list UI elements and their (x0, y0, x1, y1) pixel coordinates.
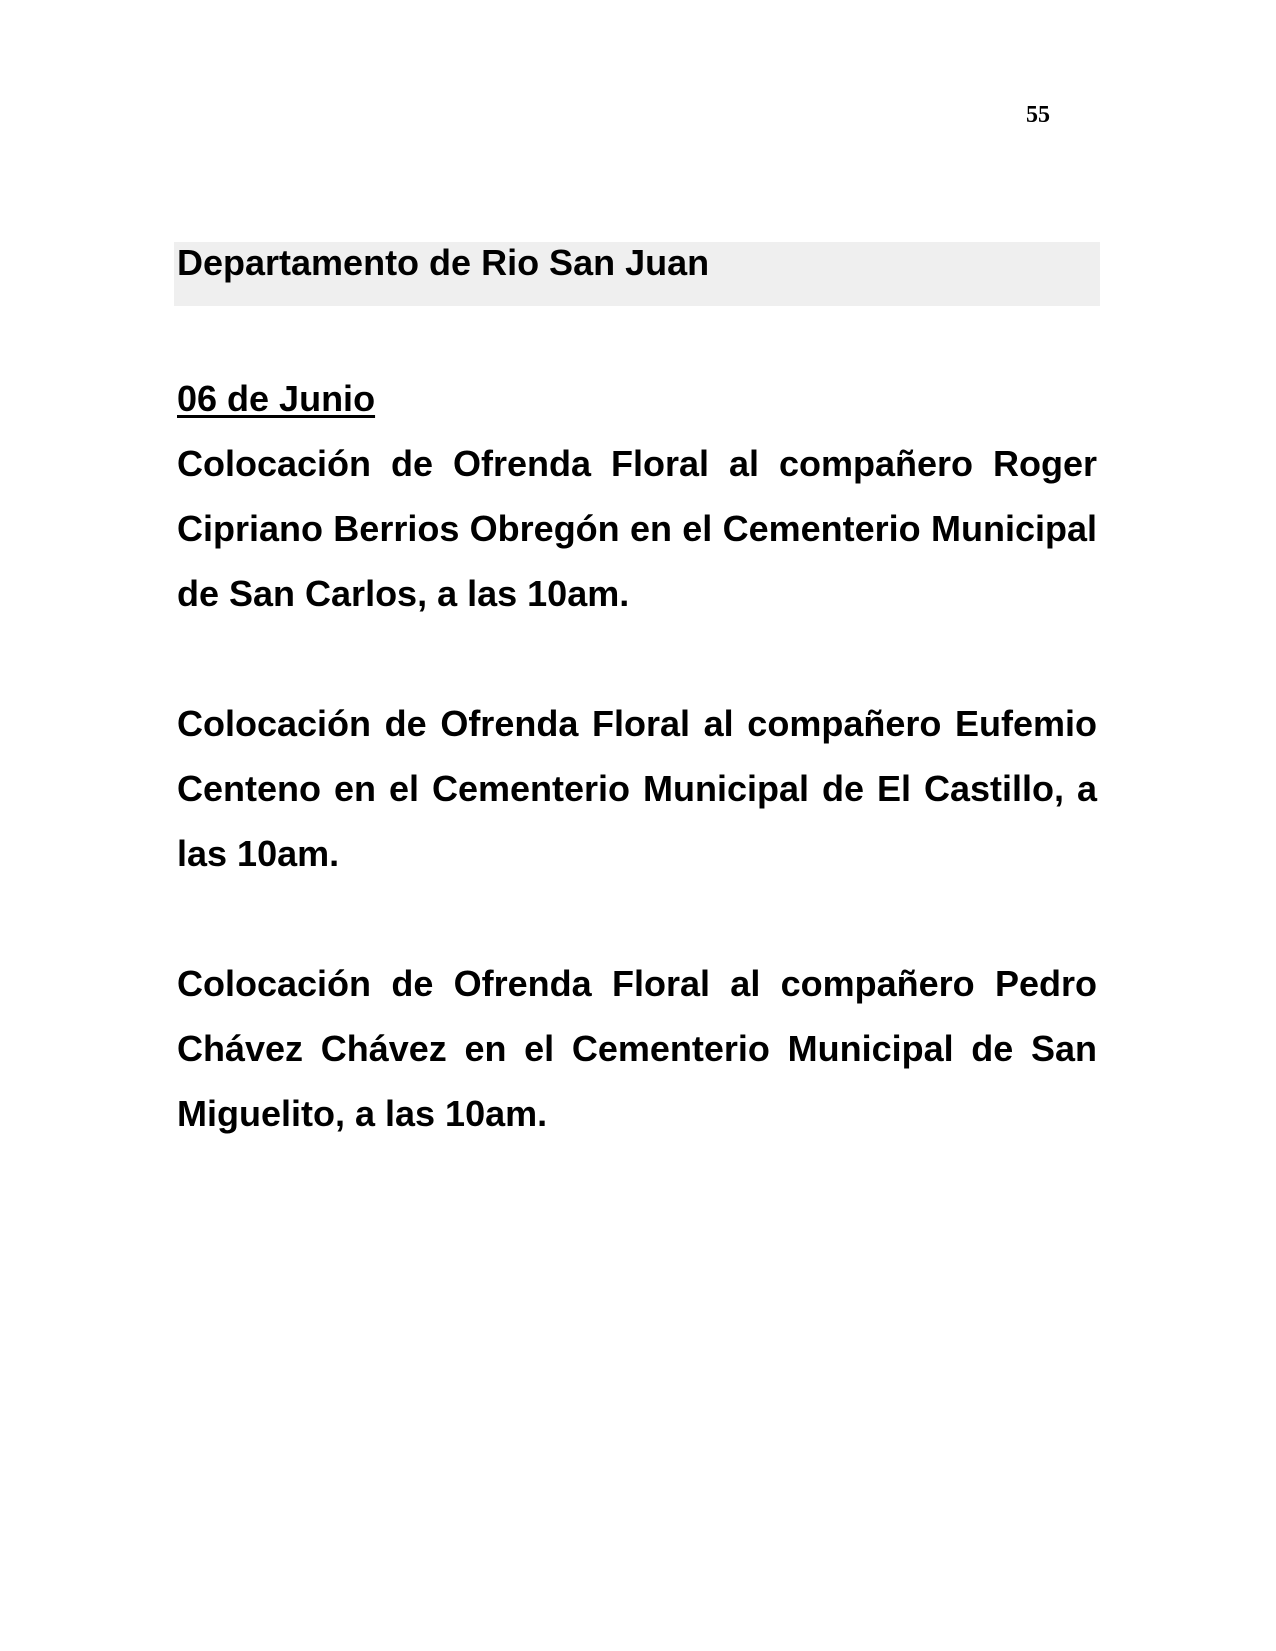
page-number: 55 (1026, 102, 1050, 128)
event-entry: Colocación de Ofrenda Floral al compañero Pedro Chávez Chávez en el Cementerio Municipal de San Miguelito, a las 10am. (177, 963, 1097, 1134)
section-heading-band (174, 242, 1100, 306)
event-entry: Colocación de Ofrenda Floral al compañero Roger Cipriano Berrios Obregón en el Cementerio Municipal de San Carlos, a las 10am. (177, 443, 1097, 614)
section-heading: Departamento de Rio San Juan (177, 242, 710, 283)
event-entry: Colocación de Ofrenda Floral al compañero Eufemio Centeno en el Cementerio Municipal de El Castillo, a las 10am. (177, 703, 1097, 874)
document-body (177, 366, 1097, 1211)
event-date: 06 de Junio (177, 378, 376, 419)
